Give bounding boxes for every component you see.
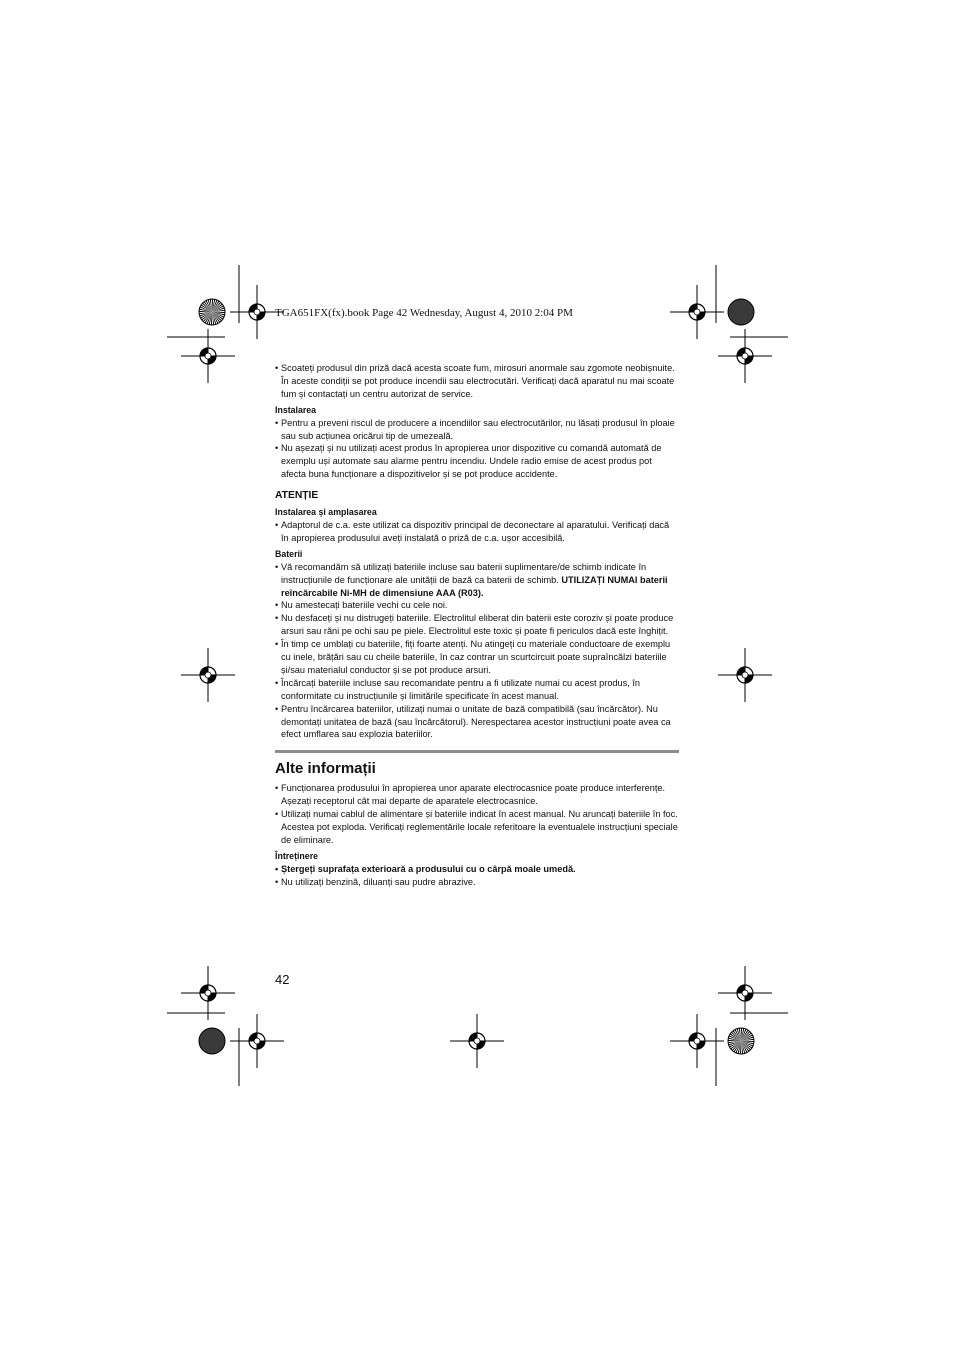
page-content xyxy=(275,362,679,889)
target-center xyxy=(254,309,260,315)
list-item: • Ștergeți suprafața exterioară a produsului cu o cârpă moale umedă. xyxy=(275,863,679,876)
list-item: • Utilizați numai cablul de alimentare și bateriile indicat în acest manual. Nu aruncați bateriile în foc. Acestea pot exploda. Verificați reglementările locale referitoare la eventualele instrucțiuni speciale de eliminare. xyxy=(275,808,679,847)
target-center xyxy=(694,309,700,315)
target-center xyxy=(694,1038,700,1044)
list-item: • Pentru încărcarea bateriilor, utilizați numai o unitate de bază compatibilă (sau încărcător). Nu demontați unitatea de bază (sau încărcătorul). Nerespectarea acestor instrucțiuni poate avea ca efect umflarea sau explozia bateriilor. xyxy=(275,703,679,742)
gray-registration-dot xyxy=(728,299,754,325)
installation-heading: Instalarea xyxy=(275,404,317,415)
list-item: • Încărcați bateriile incluse sau recomandate pentru a fi utilizate numai cu acest produs, în conformitate cu instrucțiunile și limitările specificate în acest manual. xyxy=(275,677,679,703)
list-item: • Nu utilizați benzină, diluanți sau pudre abrazive. xyxy=(275,876,679,889)
gray-registration-dot xyxy=(199,1028,225,1054)
batteries-heading: Baterii xyxy=(275,548,303,559)
caution-title: ATENȚIE xyxy=(275,490,319,502)
target-center xyxy=(205,990,211,996)
list-item: • Adaptorul de c.a. este utilizat ca dispozitiv principal de deconectare al aparatului. Verificați dacă în apropierea produsului aveți instalată o priză de c.a. ușor accesibilă. xyxy=(275,519,679,545)
target-center xyxy=(254,1038,260,1044)
section-title-other-info: Alte informații xyxy=(275,760,376,778)
target-center xyxy=(742,353,748,359)
page-number: 42 xyxy=(275,972,290,987)
page-header: TGA651FX(fx).book Page 42 Wednesday, August 4, 2010 2:04 PM xyxy=(275,307,573,319)
battery-warning-bold: UTILIZAȚI NUMAI baterii reîncărcabile Ni-MH de dimensiune AAA (R03). xyxy=(281,574,668,598)
list-item: • Nu desfaceți și nu distrugeți bateriile. Electrolitul eliberat din baterii este coroziv și poate produce arsuri sau răni pe ochi sau pe piele. Electrolitul este toxic și poate fi periculos dacă este înghițit. xyxy=(275,612,679,638)
target-center xyxy=(474,1038,480,1044)
list-item: • Funcționarea produsului în apropierea unor aparate electrocasnice poate produce interferențe. Așezați receptorul cât mai departe de aparatele electrocasnice. xyxy=(275,782,679,808)
section-divider xyxy=(275,750,679,753)
list-item: • Scoateți produsul din priză dacă acesta scoate fum, mirosuri anormale sau zgomote neobișnuite. În aceste condiții se pot produce incendii sau electrocutări. Verificați dacă aparatul nu mai scoate fum și contactați un centru autorizat de service. xyxy=(275,362,679,401)
target-center xyxy=(205,353,211,359)
maintenance-heading: Întreținere xyxy=(275,850,319,861)
list-item: • Pentru a preveni riscul de producere a incendiilor sau electrocutărilor, nu lăsați produsul în ploaie sau sub acțiunea oricărui tip de umezeală. xyxy=(275,417,679,443)
placement-heading: Instalarea și amplasarea xyxy=(275,507,377,518)
list-item: • În timp ce umblați cu bateriile, fiți foarte atenți. Nu atingeți cu materiale conductoare de exemplu cu inele, brățări sau cu cheile bateriile, în caz contrar un scurtcircuit poate supraîncălzi bateriile și/sau materialul conductor și se pot produce arsuri. xyxy=(275,638,679,677)
target-center xyxy=(742,990,748,996)
list-item: • Nu așezați și nu utilizați acest produs în apropierea unor dispozitive cu comandă automată de exemplu uși automate sau alarme pentru incendiu. Undele radio emise de acest produs pot afecta buna funcționare a dispozitivelor și se pot produce accidente. xyxy=(275,442,679,481)
list-item xyxy=(275,561,679,600)
target-center xyxy=(742,672,748,678)
list-item: • Nu amestecați bateriile vechi cu cele noi. xyxy=(275,599,679,612)
battery-text: Vă recomandăm să utilizați bateriile incluse sau baterii suplimentare/de schimb indicate în instrucțiunile de funcționare ale unității de bază ca baterii de schimb. xyxy=(281,561,647,585)
target-center xyxy=(205,672,211,678)
